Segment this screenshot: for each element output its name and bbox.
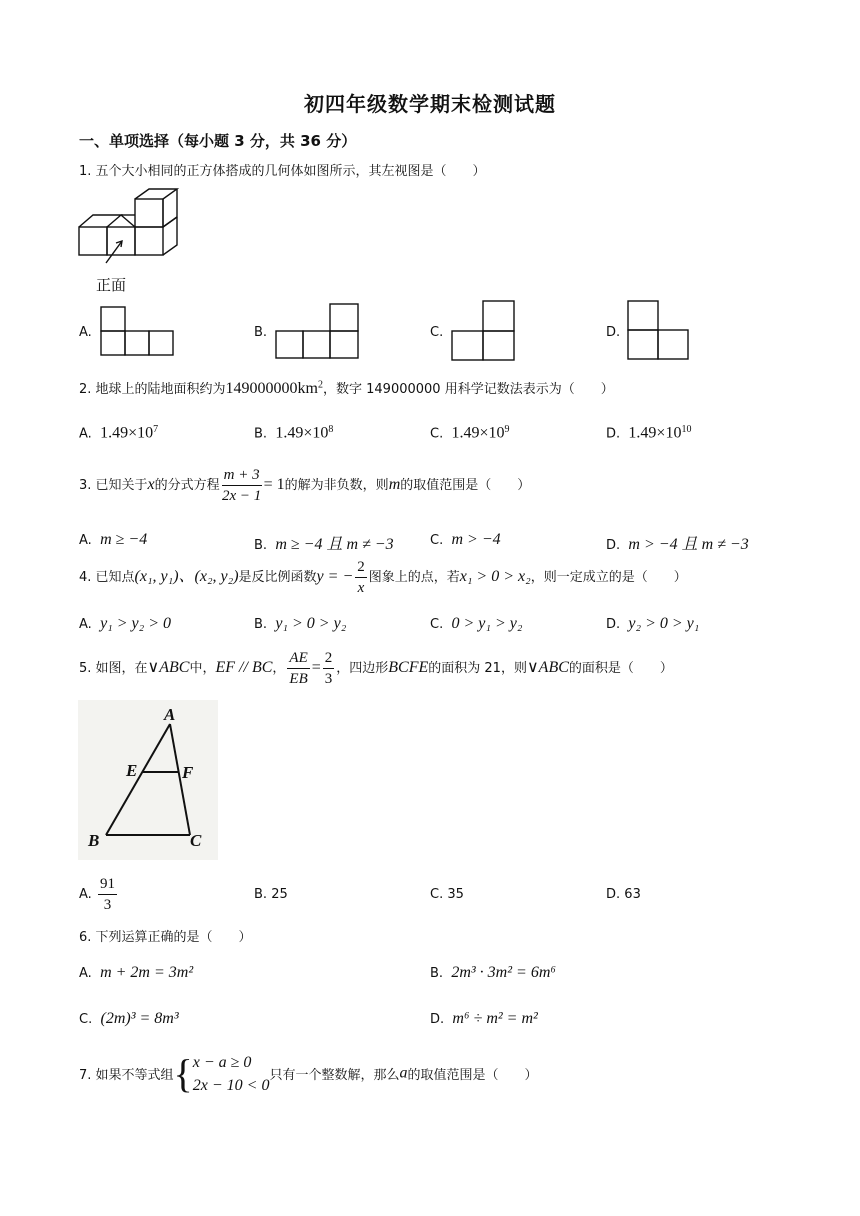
q2-option-c: C. $1.49\times 10^9$ bbox=[430, 424, 510, 442]
q3-option-b: B. m ≥ −4 且 m ≠ −3 bbox=[254, 536, 394, 553]
question-1-stem: 1. 五个大小相同的正方体搭成的几何体如图所示，其左视图是（ ） bbox=[79, 164, 486, 179]
q2-option-d: D. $1.49\times 10^{10}$ bbox=[606, 424, 692, 442]
q4-option-c: C. 0 > y₁ > y₂ bbox=[430, 615, 523, 632]
q2-value: 149000000km bbox=[225, 380, 318, 397]
label-c: C bbox=[190, 831, 202, 850]
question-4-stem: 4. 已知点(x₁, y₁)、(x₂, y₂)是反比例函数y = − $\frac{2}{x}$ 图象上的点，若x₁ > 0 > x₂，则一定成立的是（ ） bbox=[79, 559, 687, 596]
front-view-label: 正面 bbox=[96, 276, 127, 294]
q4-fraction: $\frac{2}{x}$ bbox=[357, 559, 365, 596]
q1-option-d-figure bbox=[627, 300, 691, 362]
question-6-stem: 6. 下列运算正确的是（ ） bbox=[79, 930, 252, 945]
q6-option-c: C. (2m)³ = 8m³ bbox=[79, 1010, 179, 1027]
q1-option-c-label: C. bbox=[430, 325, 444, 340]
question-3-stem: 3. 已知关于x的分式方程 $\frac{m + 3}{2x - 1}$ = 1的解为非负数，则m的取值范围是（ ） bbox=[79, 467, 531, 504]
q2-stem-a: 2. 地球上的陆地面积约为 bbox=[79, 382, 226, 397]
q3-option-c: C. m > −4 bbox=[430, 531, 501, 548]
q5-fraction-ratio: $\frac{AE}{EB}$ bbox=[289, 650, 308, 687]
q1-option-a-figure bbox=[100, 306, 176, 358]
q4-option-d: D. y₂ > 0 > y₁ bbox=[606, 615, 700, 632]
q3-fraction: $\frac{m + 3}{2x - 1}$ bbox=[222, 467, 262, 504]
q2-stem-b: ，数字 149000000 用科学记数法表示为（ ） bbox=[323, 382, 614, 397]
q6-option-b: B. 2m³ · 3m² = 6m⁶ bbox=[430, 964, 556, 981]
q3-option-d: D. m > −4 且 m ≠ −3 bbox=[606, 536, 749, 553]
q2-option-b: B. $1.49\times 10^8$ bbox=[254, 424, 334, 442]
q1-option-b-figure bbox=[275, 303, 361, 359]
q1-option-b-label: B. bbox=[254, 325, 268, 340]
q5-fraction-value: $\frac{2}{3}$ bbox=[324, 650, 333, 687]
q5-option-b: B. 25 bbox=[254, 887, 288, 902]
label-f: F bbox=[182, 763, 194, 782]
q4-option-b: B. y₁ > 0 > y₂ bbox=[254, 615, 347, 632]
q3-option-a: A. m ≥ −4 bbox=[79, 531, 148, 548]
q5-option-d: D. 63 bbox=[606, 887, 641, 902]
q6-option-d: D. m⁶ ÷ m² = m² bbox=[430, 1010, 538, 1027]
q2-option-a: A. $1.49\times 10^7$ bbox=[79, 424, 159, 442]
q5-option-c: C. 35 bbox=[430, 887, 464, 902]
q1-solid-figure bbox=[76, 185, 191, 265]
label-a: A bbox=[164, 705, 176, 724]
question-2-stem bbox=[79, 378, 614, 398]
label-e: E bbox=[126, 761, 138, 780]
q5-triangle-figure bbox=[78, 700, 218, 860]
label-b: B bbox=[88, 831, 100, 850]
q2-exp: 2 bbox=[318, 379, 323, 391]
section-heading: 一、单项选择（每小题 3 分，共 36 分） bbox=[79, 132, 357, 150]
page-title: 初四年级数学期末检测试题 bbox=[304, 92, 556, 116]
q1-option-c-figure bbox=[451, 300, 517, 362]
q6-option-a: A. m + 2m = 3m² bbox=[79, 964, 194, 981]
question-7-stem: 7. 如果不等式组{ x − a ≥ 0 2x − 10 < 0 只有一个整数解，那么a的取值范围是（ ） bbox=[79, 1051, 538, 1096]
q1-option-a-label: A. bbox=[79, 325, 92, 340]
q7-inequality-system: x − a ≥ 0 2x − 10 < 0 bbox=[192, 1053, 270, 1094]
question-5-stem: 5. 如图，在∨ABC中，EF // BC， $\frac{AE}{EB}$ = $\frac{2}{3}$ ，四边形BCFE的面积为 21，则∨ABC的面积是（ ） bbox=[79, 650, 673, 687]
q5-option-a: A. $\frac{91}{3}$ bbox=[79, 876, 115, 913]
q1-option-d-label: D. bbox=[606, 325, 621, 340]
q4-option-a: A. y₁ > y₂ > 0 bbox=[79, 615, 171, 632]
